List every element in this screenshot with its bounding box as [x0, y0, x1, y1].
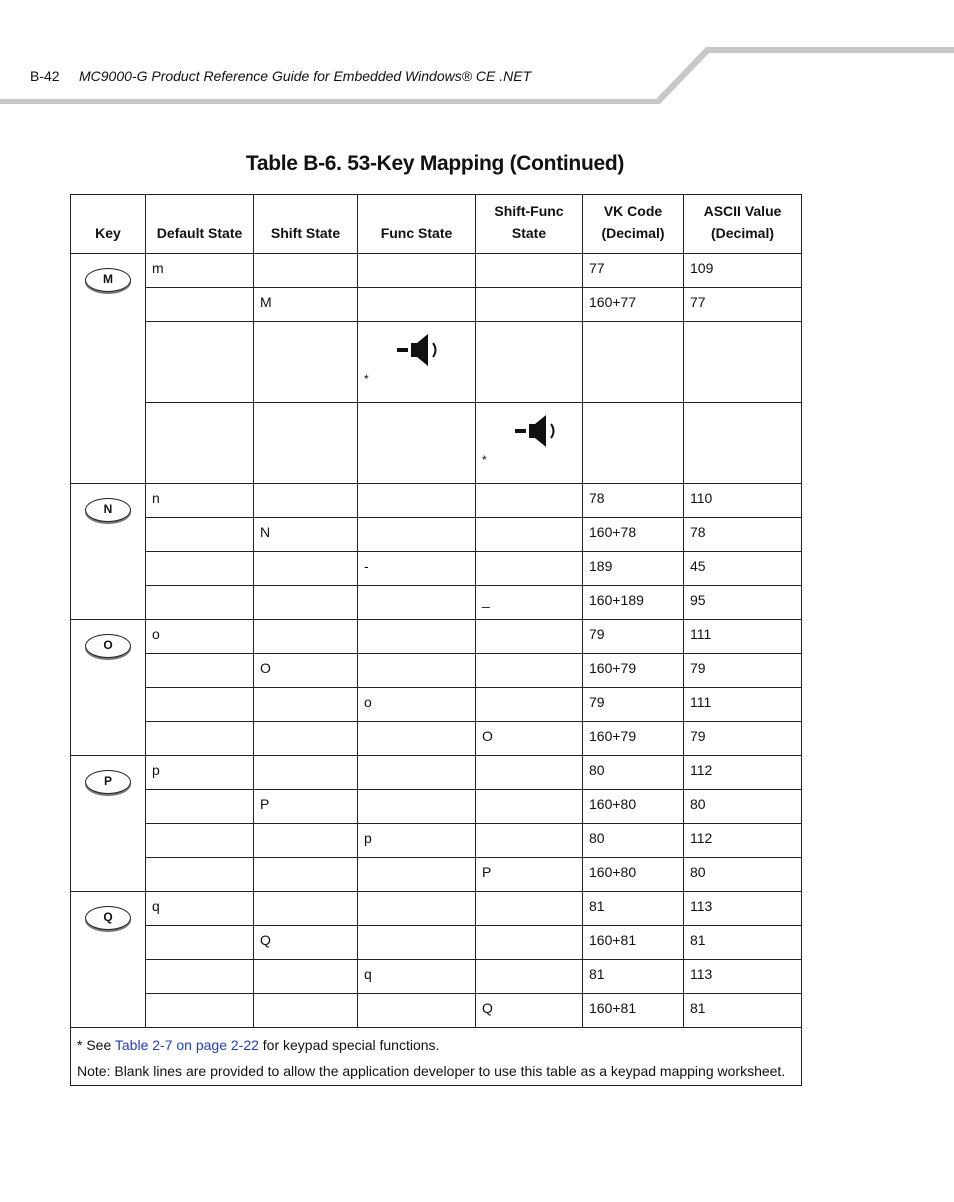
default-state-cell [146, 688, 254, 722]
shift-state-cell: P [254, 790, 358, 824]
default-state-cell [146, 654, 254, 688]
vk-code-cell: 81 [583, 960, 684, 994]
shift-state-cell: N [254, 518, 358, 552]
shift-state-cell [254, 586, 358, 620]
func-state-cell [358, 586, 476, 620]
shift-state-cell: O [254, 654, 358, 688]
shift-state-cell [254, 824, 358, 858]
key-cell-m [71, 254, 146, 484]
footnote-note: Note: Blank lines are provided to allow the application developer to use this table as a keypad mapping worksheet. [77, 1063, 786, 1079]
default-state-cell [146, 824, 254, 858]
footnote-row [71, 1028, 802, 1086]
func-state-cell [358, 620, 476, 654]
ascii-value-cell: 80 [684, 858, 802, 892]
ascii-value-cell: 113 [684, 892, 802, 926]
default-state-cell [146, 926, 254, 960]
default-state-cell [146, 403, 254, 484]
default-state-cell: m [146, 254, 254, 288]
table-row [71, 688, 802, 722]
column-header-shift-func-line1: Shift-Func [494, 203, 564, 219]
key-cell-p [71, 756, 146, 892]
shift-state-cell [254, 254, 358, 288]
key-p-icon [85, 770, 131, 794]
default-state-cell [146, 586, 254, 620]
table-row [71, 288, 802, 322]
shift-func-state-cell [476, 322, 583, 403]
ascii-value-cell: 79 [684, 722, 802, 756]
vk-code-cell: 81 [583, 892, 684, 926]
vk-code-cell: 160+78 [583, 518, 684, 552]
func-state-cell [358, 288, 476, 322]
ascii-value-cell: 111 [684, 688, 802, 722]
func-state-cell [358, 926, 476, 960]
ascii-value-cell: 77 [684, 288, 802, 322]
default-state-cell [146, 858, 254, 892]
footnote-cell [71, 1028, 802, 1086]
table-row [71, 892, 802, 926]
ascii-value-cell: 78 [684, 518, 802, 552]
func-state-cell [358, 403, 476, 484]
table-row [71, 790, 802, 824]
func-state-cell: p [358, 824, 476, 858]
table-row [71, 654, 802, 688]
vk-code-cell: 160+80 [583, 858, 684, 892]
func-state-volume [364, 328, 475, 398]
table-row [71, 858, 802, 892]
key-cell-q [71, 892, 146, 1028]
default-state-cell [146, 288, 254, 322]
page-number: B-42 [30, 68, 60, 84]
ascii-value-cell: 112 [684, 824, 802, 858]
key-cell-o [71, 620, 146, 756]
shift-state-cell [254, 960, 358, 994]
default-state-cell [146, 518, 254, 552]
footnote-marker: * [364, 372, 369, 386]
shift-state-cell [254, 620, 358, 654]
default-state-cell: o [146, 620, 254, 654]
shift-func-state-cell: O [476, 722, 583, 756]
ascii-value-cell: 80 [684, 790, 802, 824]
table-caption: Table B-6. 53-Key Mapping (Continued) [245, 152, 625, 175]
func-state-cell [358, 484, 476, 518]
table-row [71, 484, 802, 518]
shift-func-state-cell [476, 960, 583, 994]
volume-down-icon [396, 332, 444, 368]
table-row [71, 722, 802, 756]
shift-state-cell [254, 484, 358, 518]
table-row [71, 960, 802, 994]
header-band [0, 0, 954, 110]
shift-func-state-cell [476, 484, 583, 518]
table-2-7-link[interactable]: Table 2-7 on page 2-22 [114, 1037, 259, 1053]
func-state-cell [358, 994, 476, 1028]
ascii-value-cell [684, 403, 802, 484]
column-header-vk-code-line2: (Decimal) [601, 225, 665, 241]
shift-func-state-cell [476, 824, 583, 858]
shift-state-cell [254, 403, 358, 484]
shift-func-state-cell [476, 552, 583, 586]
ascii-value-cell: 81 [684, 926, 802, 960]
vk-code-cell: 160+80 [583, 790, 684, 824]
default-state-cell [146, 322, 254, 403]
func-state-cell: q [358, 960, 476, 994]
table-row [71, 552, 802, 586]
column-header-vk-code [583, 195, 684, 254]
shift-func-state-cell [476, 403, 583, 484]
default-state-cell [146, 790, 254, 824]
vk-code-cell: 77 [583, 254, 684, 288]
shift-state-cell [254, 994, 358, 1028]
table-row [71, 322, 802, 403]
vk-code-cell [583, 322, 684, 403]
func-state-cell [358, 722, 476, 756]
volume-down-icon [514, 413, 562, 449]
footnote-see [77, 1032, 801, 1058]
ascii-value-cell: 95 [684, 586, 802, 620]
shift-func-state-cell [476, 254, 583, 288]
ascii-value-cell: 79 [684, 654, 802, 688]
shift-func-state-cell: _ [476, 586, 583, 620]
vk-code-cell: 160+79 [583, 722, 684, 756]
key-label: Q [103, 910, 113, 924]
column-header-default-state: Default State [146, 195, 254, 254]
vk-code-cell: 80 [583, 756, 684, 790]
column-header-key: Key [71, 195, 146, 254]
table-row [71, 586, 802, 620]
func-state-cell: - [358, 552, 476, 586]
vk-code-cell: 160+77 [583, 288, 684, 322]
vk-code-cell [583, 403, 684, 484]
shift-func-state-cell [476, 654, 583, 688]
table-row [71, 620, 802, 654]
table-row [71, 926, 802, 960]
vk-code-cell: 189 [583, 552, 684, 586]
vk-code-cell: 80 [583, 824, 684, 858]
func-state-cell: o [358, 688, 476, 722]
default-state-cell: n [146, 484, 254, 518]
func-state-cell [358, 756, 476, 790]
func-state-cell [358, 654, 476, 688]
shift-func-state-cell [476, 790, 583, 824]
ascii-value-cell: 111 [684, 620, 802, 654]
footnote-suffix: for keypad special functions. [258, 1037, 440, 1053]
shift-state-cell: M [254, 288, 358, 322]
column-header-shift-func-line2: State [511, 225, 547, 241]
shift-func-state-cell [476, 288, 583, 322]
key-label: P [103, 774, 112, 788]
shift-func-state-cell [476, 688, 583, 722]
ascii-value-cell: 113 [684, 960, 802, 994]
vk-code-cell: 160+189 [583, 586, 684, 620]
column-header-ascii-value-line2: (Decimal) [710, 225, 775, 241]
default-state-cell [146, 722, 254, 756]
vk-code-cell: 160+79 [583, 654, 684, 688]
shift-state-cell [254, 552, 358, 586]
ascii-value-cell: 45 [684, 552, 802, 586]
key-m-icon [85, 268, 131, 292]
footnote-prefix: * See [77, 1037, 115, 1053]
ascii-value-cell [684, 322, 802, 403]
ascii-value-cell: 81 [684, 994, 802, 1028]
column-header-shift-state: Shift State [254, 195, 358, 254]
shift-state-cell: Q [254, 926, 358, 960]
default-state-cell [146, 552, 254, 586]
table-row [71, 403, 802, 484]
default-state-cell: q [146, 892, 254, 926]
shift-state-cell [254, 858, 358, 892]
column-header-func-state: Func State [358, 195, 476, 254]
shift-func-state-cell: Q [476, 994, 583, 1028]
shift-func-state-cell [476, 756, 583, 790]
shift-func-state-cell: P [476, 858, 583, 892]
key-cell-n [71, 484, 146, 620]
vk-code-cell: 160+81 [583, 994, 684, 1028]
func-state-cell [358, 858, 476, 892]
key-o-icon [85, 634, 131, 658]
table-row [71, 254, 802, 288]
table-row [71, 994, 802, 1028]
shift-func-state-cell [476, 892, 583, 926]
vk-code-cell: 160+81 [583, 926, 684, 960]
shift-func-state-cell [476, 518, 583, 552]
shift-func-state-cell [476, 926, 583, 960]
func-state-cell [358, 892, 476, 926]
default-state-cell [146, 994, 254, 1028]
vk-code-cell: 78 [583, 484, 684, 518]
shift-func-state-volume [482, 409, 582, 479]
ascii-value-cell: 112 [684, 756, 802, 790]
func-state-cell [358, 322, 476, 403]
func-state-cell [358, 790, 476, 824]
table-row [71, 824, 802, 858]
vk-code-cell: 79 [583, 620, 684, 654]
default-state-cell: p [146, 756, 254, 790]
key-label: N [103, 502, 113, 516]
default-state-cell [146, 960, 254, 994]
func-state-cell [358, 254, 476, 288]
table-row [71, 756, 802, 790]
shift-state-cell [254, 688, 358, 722]
key-q-icon [85, 906, 131, 930]
shift-state-cell [254, 722, 358, 756]
key-mapping-table [70, 194, 802, 1086]
key-label: M [103, 272, 113, 286]
shift-state-cell [254, 322, 358, 403]
shift-state-cell [254, 892, 358, 926]
key-label: O [103, 638, 113, 652]
vk-code-cell: 79 [583, 688, 684, 722]
column-header-vk-code-line1: VK Code [603, 203, 663, 219]
table-header-row [71, 195, 802, 254]
shift-func-state-cell [476, 620, 583, 654]
func-state-cell [358, 518, 476, 552]
ascii-value-cell: 110 [684, 484, 802, 518]
footnote-marker: * [482, 453, 487, 467]
table-row [71, 518, 802, 552]
guide-title: MC9000-G Product Reference Guide for Embedded Windows® CE .NET [79, 68, 532, 84]
column-header-shift-func-state [476, 195, 583, 254]
key-n-icon [85, 498, 131, 522]
column-header-ascii-value-line1: ASCII Value [703, 203, 782, 219]
column-header-ascii-value [684, 195, 802, 254]
ascii-value-cell: 109 [684, 254, 802, 288]
shift-state-cell [254, 756, 358, 790]
